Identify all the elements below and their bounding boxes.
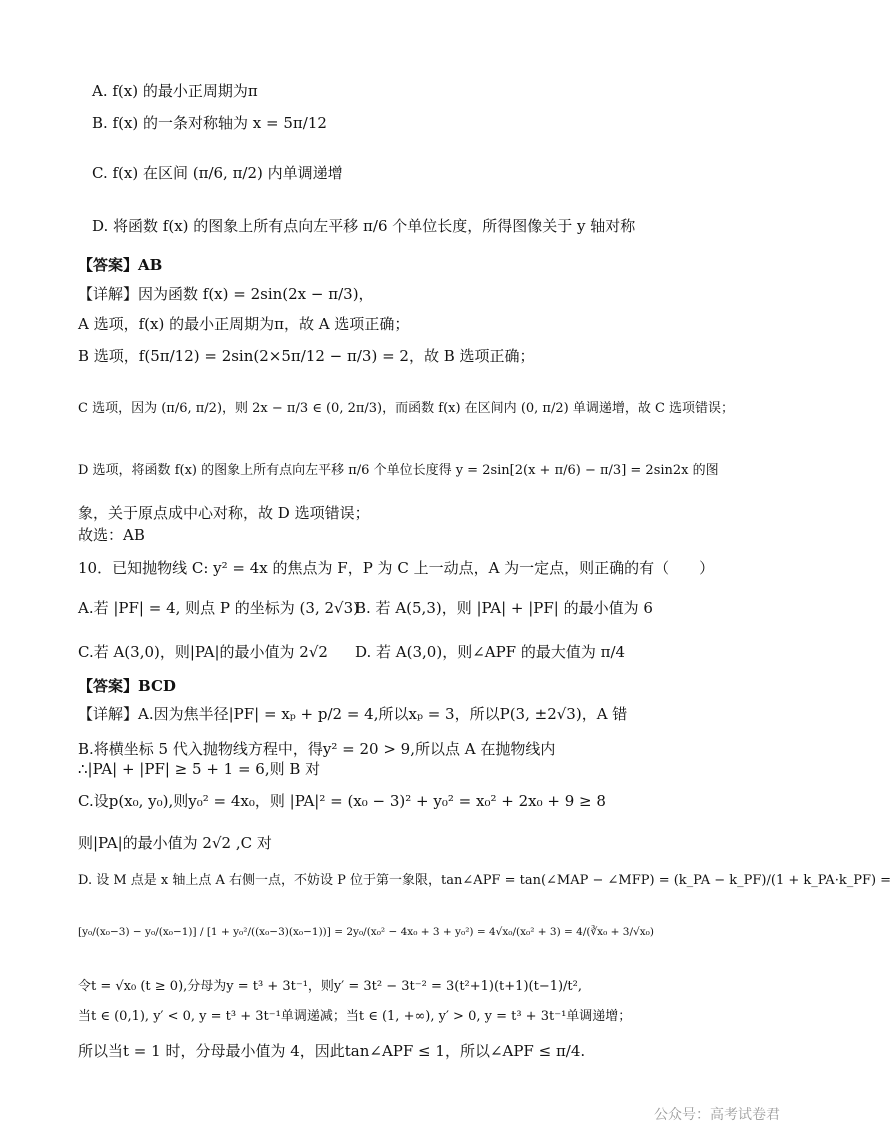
option-a-q9: A. f(x) 的最小正周期为π (92, 82, 258, 100)
detail-d3-q10: 令t = √x₀ (t ≥ 0),分母为y = t³ + 3t⁻¹，则y′ = 3t² − 3t⁻² = 3(t²+1)(t+1)(t−1)/t², (78, 979, 582, 994)
option-b-q10: B. 若 A(5,3)，则 |PA| + |PF| 的最小值为 6 (355, 599, 653, 617)
question-10-stem: 10．已知抛物线 C: y² = 4x 的焦点为 F，P 为 C 上一动点，A 为一定点，则正确的有（ ） (78, 559, 715, 577)
watermark: 公众号：高考试卷君 (654, 1107, 780, 1123)
detail-d2-q9: 象，关于原点成中心对称，故 D 选项错误； (78, 504, 370, 522)
detail-a-q9: A 选项，f(x) 的最小正周期为π，故 A 选项正确； (78, 315, 410, 333)
option-c-q10: C.若 A(3,0)，则|PA|的最小值为 2√2 (78, 643, 328, 661)
answer-q10: 【答案】BCD (78, 677, 176, 695)
detail-intro-q9: 【详解】因为函数 f(x) = 2sin(2x − π/3)， (78, 285, 374, 303)
detail-b2-q10: ∴|PA| + |PF| ≥ 5 + 1 = 6,则 B 对 (78, 760, 321, 778)
detail-d4-q10: 当t ∈ (0,1), y′ < 0, y = t³ + 3t⁻¹单调递减；当t ∈ (1, +∞), y′ > 0, y = t³ + 3t⁻¹单调递增； (78, 1009, 632, 1024)
option-c-q9: C. f(x) 在区间 (π/6, π/2) 内单调递增 (92, 164, 343, 182)
detail-d1-q10: D. 设 M 点是 x 轴上点 A 右侧一点，不妨设 P 位于第一象限，tan∠APF = tan(∠MAP − ∠MFP) = (k_PA − k_PF)/(1 + k_PA·k_PF) = (78, 873, 891, 888)
detail-c1-q10: C.设p(x₀, y₀),则y₀² = 4x₀，则 |PA|² = (x₀ − 3)² + y₀² = x₀² + 2x₀ + 9 ≥ 8 (78, 792, 606, 810)
detail-d1-q9: D 选项，将函数 f(x) 的图象上所有点向左平移 π/6 个单位长度得 y = 2sin[2(x + π/6) − π/3] = 2sin2x 的图 (78, 463, 719, 478)
option-d-q10: D. 若 A(3,0)，则∠APF 的最大值为 π/4 (355, 643, 626, 661)
detail-d5-q10: 所以当t = 1 时，分母最小值为 4，因此tan∠APF ≤ 1，所以∠APF ≤ π/4. (78, 1042, 586, 1060)
detail-c2-q10: 则|PA|的最小值为 2√2 ,C 对 (78, 834, 272, 852)
detail-a-q10: 【详解】A.因为焦半径|PF| = xₚ + p/2 = 4,所以xₚ = 3，所以P(3, ±2√3)，A 错 (78, 705, 628, 723)
detail-d2-q10: [y₀/(x₀−3) − y₀/(x₀−1)] / [1 + y₀²/((x₀−3)(x₀−1))] = 2y₀/(x₀² − 4x₀ + 3 + y₀²) = 4√x₀/(x₀² + 3) = 4/(∛x₀ + 3/√x₀) (78, 926, 654, 938)
choice-q9: 故选：AB (78, 526, 145, 544)
option-b-q9: B. f(x) 的一条对称轴为 x = 5π/12 (92, 114, 327, 132)
detail-c-q9: C 选项，因为 (π/6, π/2)，则 2x − π/3 ∈ (0, 2π/3)，而函数 f(x) 在区间内 (0, π/2) 单调递增，故 C 选项错误； (78, 401, 735, 416)
answer-q9: 【答案】AB (78, 256, 163, 274)
detail-b1-q10: B.将横坐标 5 代入抛物线方程中，得y² = 20 > 9,所以点 A 在抛物线内 (78, 740, 556, 758)
detail-b-q9: B 选项，f(5π/12) = 2sin(2×5π/12 − π/3) = 2，故 B 选项正确； (78, 347, 535, 365)
option-d-q9: D. 将函数 f(x) 的图象上所有点向左平移 π/6 个单位长度，所得图像关于 y 轴对称 (92, 217, 636, 235)
option-a-q10: A.若 |PF| = 4, 则点 P 的坐标为 (3, 2√3) (78, 599, 359, 617)
